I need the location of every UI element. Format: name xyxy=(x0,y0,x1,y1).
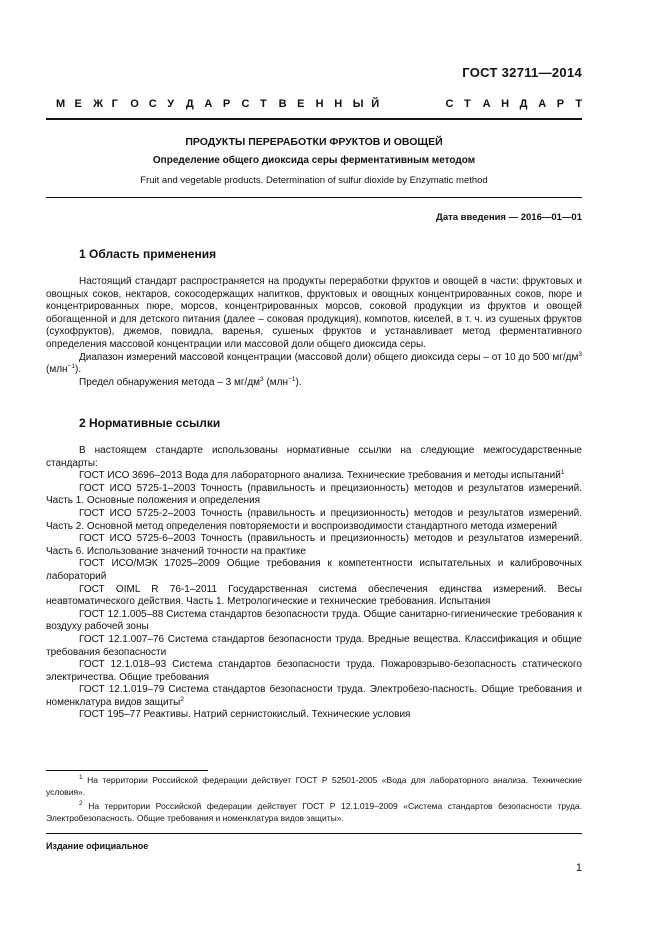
reference-item: ГОСТ ИСО 3696–2013 Вода для лабораторного анализа. Технические требования и методы испытаний$^1$ xyxy=(79,469,565,482)
edition-divider xyxy=(46,833,582,834)
banner-letter: М xyxy=(56,98,66,110)
reference-item: ГОСТ ИСО 5725-1–2003 Точность (правильность и прецизионность) методов и результатов измерений. Часть 1. Основные положения и определения xyxy=(46,482,582,507)
banner-letter: С xyxy=(241,98,250,110)
footnote-2: $^2$ На территории Российской федерации действует ГОСТ Р 12.1.019–2009 «Система стандартов безопасности труда. Электробезопасность. Общие требования и номенклатура видов защиты». xyxy=(46,800,582,823)
banner-letter xyxy=(427,98,446,110)
reference-item: ГОСТ ИСО/МЭК 17025–2009 Общие требования к компетентности испытательных и калибровочных лабораторий xyxy=(46,558,582,582)
introduction-date: Дата введения — 2016—01—01 xyxy=(436,212,582,223)
banner-letter: В xyxy=(278,98,287,110)
detection-limit-paragraph: Предел обнаружения метода – 3 $мг/дм^3$ (млн$^{-1}$). xyxy=(79,375,302,388)
banner-letter: Н xyxy=(501,98,510,110)
banner-letter: Й xyxy=(371,98,380,110)
scope-paragraph: Настоящий стандарт распространяется на продукты переработки фруктов и овощей в части: фруктовых и овощных соков, нектаров, сокосодержащих напитков, фруктовых и овощных концентрированных соков, пюре и концентрированных пюре, морсов, концентрированных морсов, соковой продукции из фруктов и овощей обогащенной и для детского питания (далее – соковая продукция), компотов, киселей, в т. ч. из сушеных фруктов (сухофруктов), джемов, повидла, варенья, сушеных фруктов и устанавливает метод ферментативного определения массовой концентрации или массовой доли общего диоксида серы. xyxy=(46,276,582,350)
title-divider xyxy=(46,197,582,198)
banner-letter: А xyxy=(538,98,547,110)
banner-letter: Т xyxy=(575,98,583,110)
reference-item: ГОСТ ИСО 5725-2–2003 Точность (правильность и прецизионность) методов и результатов измерений. Часть 2. Основной метод определения повторяемости и воспроизводимости стандартного метода измерений xyxy=(46,507,582,532)
banner-letter: Р xyxy=(222,98,231,110)
banner-letter xyxy=(408,98,427,110)
banner-letter: Е xyxy=(74,98,82,110)
banner-letter: Д xyxy=(185,98,194,110)
section-2-heading: 2 Нормативные ссылки xyxy=(79,416,221,430)
footnote-divider xyxy=(46,770,208,771)
banner-letter: О xyxy=(130,98,139,110)
section-1-heading: 1 Область применения xyxy=(79,247,217,261)
gost-number: ГОСТ 32711—2014 xyxy=(462,65,582,80)
english-title: Fruit and vegetable products. Determination of sulfur dioxide by Enzymatic method xyxy=(140,175,488,186)
section-2-body xyxy=(46,445,582,722)
document-title: ПРОДУКТЫ ПЕРЕРАБОТКИ ФРУКТОВ И ОВОЩЕЙ xyxy=(185,136,443,148)
range-paragraph: Диапазон измерений массовой концентрации (массовой доли) общего диоксида серы – от 10 до 500 $мг/дм^3$ (млн$^{-1}$). xyxy=(46,350,582,376)
references-intro: В настоящем стандарте использованы нормативные ссылки на следующие межгосударственные стандарты: xyxy=(46,445,582,469)
banner-letter: А xyxy=(482,98,491,110)
banner-letter: А xyxy=(204,98,213,110)
banner-letter: Н xyxy=(334,98,343,110)
banner-letter xyxy=(390,98,409,110)
banner-letter: Ы xyxy=(352,98,364,110)
banner-letter: Н xyxy=(315,98,324,110)
footnotes xyxy=(46,775,582,827)
document-subtitle: Определение общего диоксида серы ферментативным методом xyxy=(152,155,476,166)
official-edition-label: Издание официальное xyxy=(46,841,149,851)
banner-letter: Д xyxy=(519,98,528,110)
reference-item: ГОСТ 195–77 Реактивы. Натрий сернистокислый. Технические условия xyxy=(79,709,411,721)
banner-letter: Т xyxy=(260,98,267,110)
banner-letter: С xyxy=(148,98,157,110)
banner-letter: У xyxy=(167,98,175,110)
interstate-standard-banner xyxy=(56,98,582,110)
reference-item: ГОСТ ИСО 5725-6–2003 Точность (правильность и прецизионность) методов и результатов измерений. Часть 6. Использование значений точности на практике xyxy=(46,533,582,557)
banner-letter: Г xyxy=(111,98,118,110)
footnote-1: $^1$ На территории Российской федерации действует ГОСТ Р 52501-2005 «Вода для лабораторного анализа. Технические условия». xyxy=(46,774,582,797)
reference-item: ГОСТ OIML R 76-1–2011 Государственная система обеспечения единства измерений. Весы неавтоматического действия. Часть 1. Метрологические и технические требования. Испытания xyxy=(46,583,582,608)
reference-item: ГОСТ 12.1.005–88 Система стандартов безопасности труда. Общие санитарно-гигиенические требования к воздуху рабочей зоны xyxy=(46,608,582,633)
banner-letter: С xyxy=(445,98,454,110)
reference-item: ГОСТ 12.1.018–93 Система стандартов безопасности труда. Пожаровзрыво-безопасность статического электричества. Общие требования xyxy=(46,659,582,683)
banner-letter: Е xyxy=(297,98,305,110)
header-divider xyxy=(46,118,582,120)
page-number: 1 xyxy=(575,862,582,874)
banner-letter: Р xyxy=(556,98,565,110)
reference-item: ГОСТ 12.1.019–79 Система стандартов безопасности труда. Электробезо-пасность. Общие требования и номенклатура видов защиты$^2$ xyxy=(46,684,582,708)
banner-letter: Ж xyxy=(93,98,104,110)
reference-item: ГОСТ 12.1.007–76 Система стандартов безопасности труда. Вредные вещества. Классификация и общие требования безопасности xyxy=(46,633,582,658)
banner-letter: Т xyxy=(464,98,471,110)
section-1-body xyxy=(46,276,582,389)
